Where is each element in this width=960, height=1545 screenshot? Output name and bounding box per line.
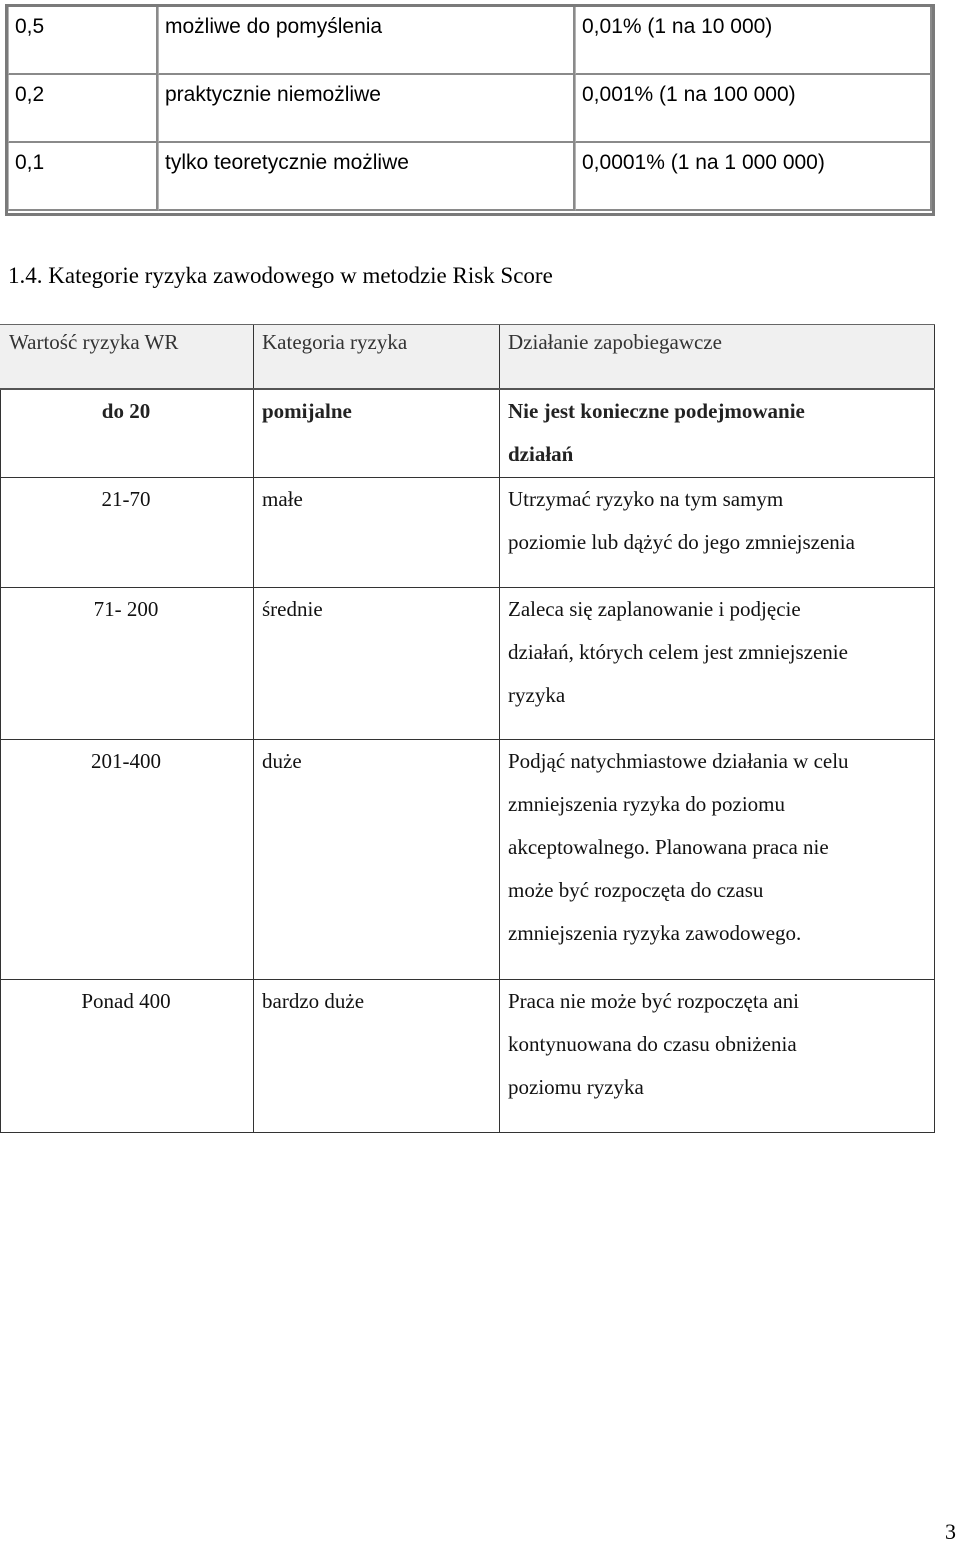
action-line: poziomie lub dążyć do jego zmniejszenia [508,530,855,554]
action-line: kontynuowana do czasu obniżenia [508,1032,797,1056]
action-line: zmniejszenia ryzyka zawodowego. [508,921,802,945]
probability-value: 0,1 [8,143,158,211]
probability-row [8,143,932,211]
action-line: działań, których celem jest zmniejszenie [508,640,848,664]
probability-row [8,7,932,75]
action-line: działań [508,442,574,466]
probability-label: możliwe do pomyślenia [158,7,575,75]
probability-value: 0,2 [8,75,158,143]
action-line: zmniejszenia ryzyka do poziomu [508,792,785,816]
action-line: Nie jest konieczne podejmowanie [508,399,805,423]
preventive-action-cell [500,588,935,739]
action-line: poziomu ryzyka [508,1075,644,1099]
risk-value-cell: do 20 [0,390,254,477]
probability-label: tylko teoretycznie możliwe [158,143,575,211]
table-row [0,390,935,478]
action-line: Zaleca się zaplanowanie i podjęcie [508,597,801,621]
risk-category-cell: małe [254,478,500,587]
preventive-action-cell [500,390,935,477]
risk-value-cell: Ponad 400 [0,980,254,1132]
header-preventive-action: Działanie zapobiegawcze [500,325,935,388]
action-line: Praca nie może być rozpoczęta ani [508,989,799,1013]
probability-value: 0,5 [8,7,158,75]
probability-label: praktycznie niemożliwe [158,75,575,143]
probability-percent: 0,01% (1 na 10 000) [575,7,932,75]
risk-category-cell: duże [254,740,500,979]
header-risk-value: Wartość ryzyka WR [0,325,254,388]
action-line: może być rozpoczęta do czasu [508,878,764,902]
preventive-action-cell [500,740,935,979]
action-line: Podjąć natychmiastowe działania w celu [508,749,849,773]
header-risk-category: Kategoria ryzyka [254,325,500,388]
risk-category-table [0,324,935,1133]
risk-value-cell: 71- 200 [0,588,254,739]
risk-category-cell: bardzo duże [254,980,500,1132]
table-row [0,980,935,1133]
action-line: Utrzymać ryzyko na tym samym [508,487,784,511]
probability-percent: 0,001% (1 na 100 000) [575,75,932,143]
table-row [0,740,935,980]
action-line: ryzyka [508,683,566,707]
risk-category-cell: pomijalne [254,390,500,477]
risk-value-cell: 21-70 [0,478,254,587]
table-header-row [0,324,935,390]
action-line: akceptowalnego. Planowana praca nie [508,835,829,859]
probability-row [8,75,932,143]
preventive-action-cell [500,980,935,1132]
probability-table [5,4,935,216]
section-heading: 1.4. Kategorie ryzyka zawodowego w metodzie Risk Score [8,263,553,288]
risk-value-cell: 201-400 [0,740,254,979]
risk-category-cell: średnie [254,588,500,739]
table-row [0,588,935,740]
table-row [0,478,935,588]
page-number: 3 [945,1519,956,1544]
probability-percent: 0,0001% (1 na 1 000 000) [575,143,932,211]
preventive-action-cell [500,478,935,587]
